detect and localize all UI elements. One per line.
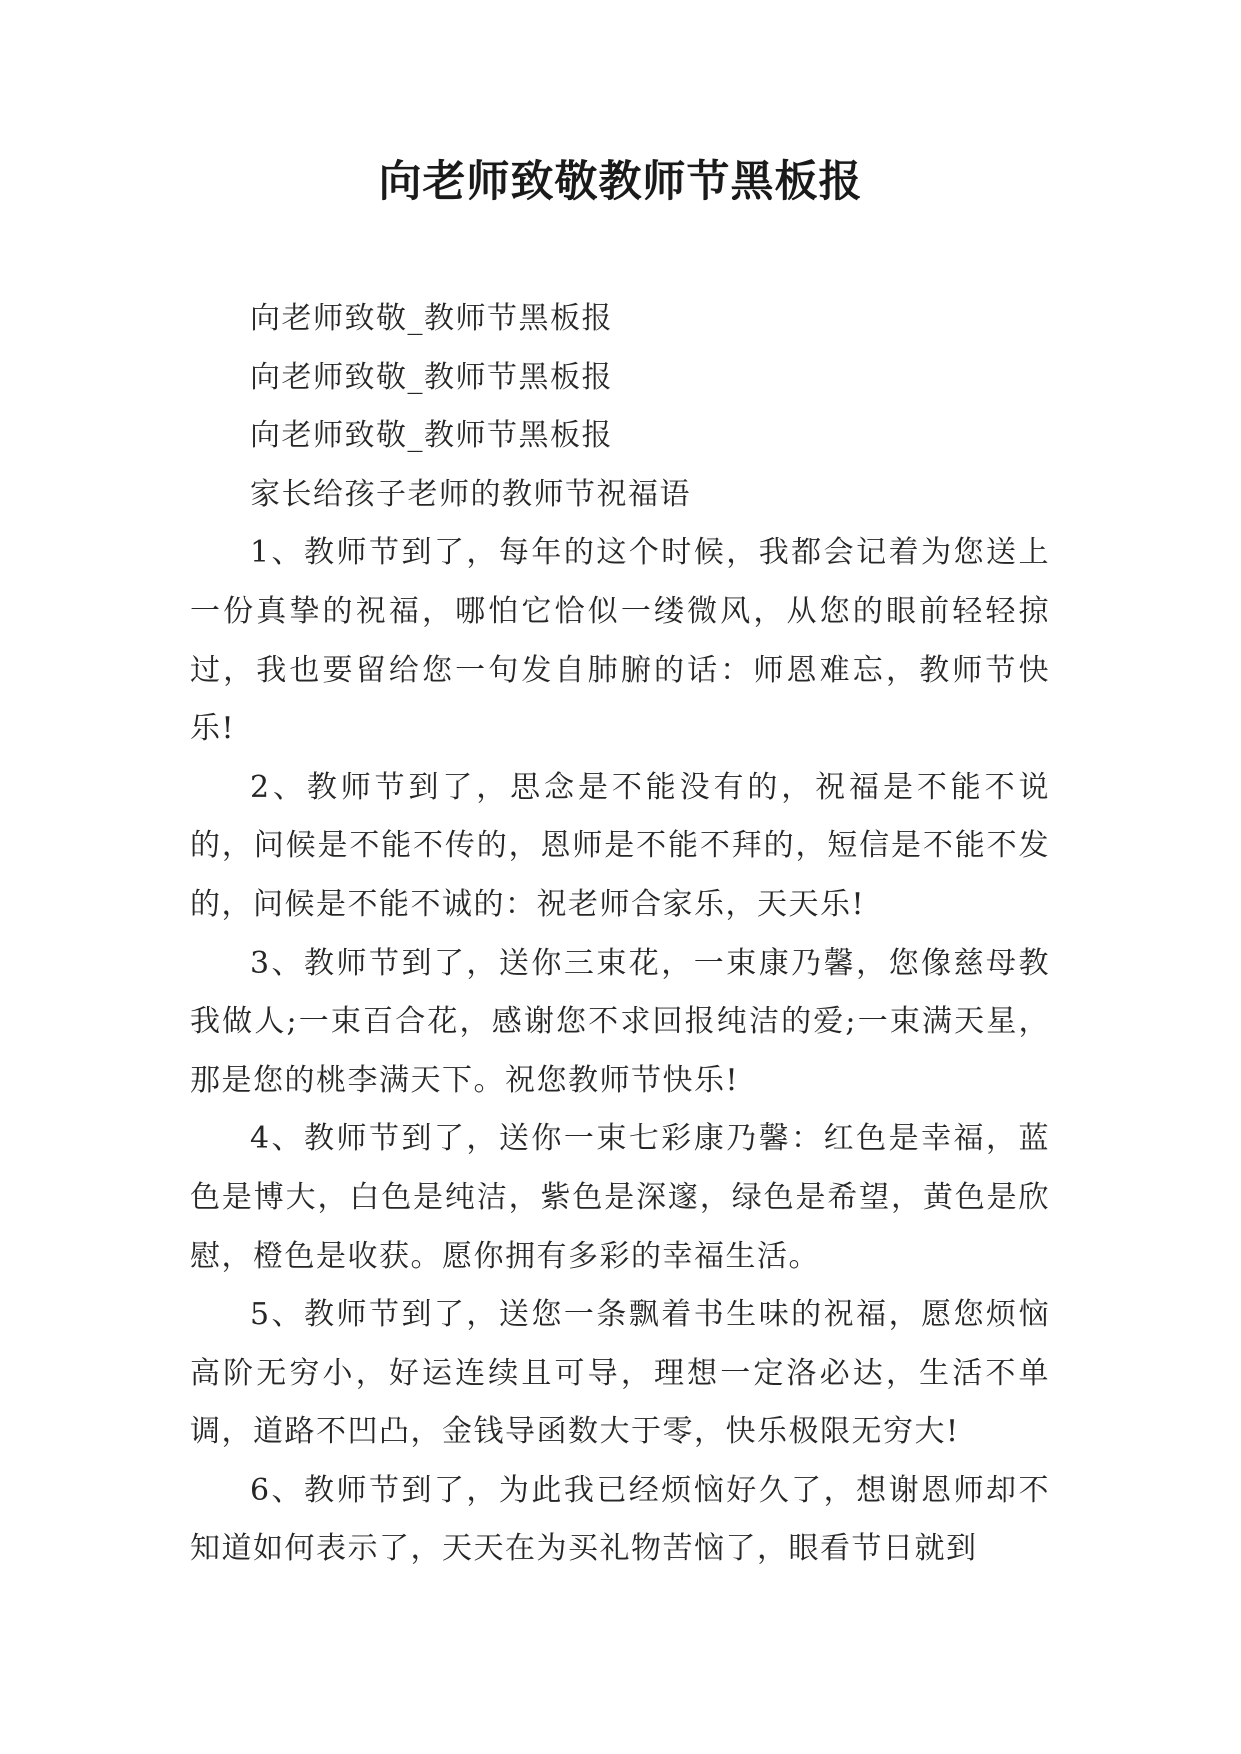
- paragraph-heading-1: 向老师致敬_教师节黑板报: [250, 301, 613, 336]
- paragraph-blessing-3: 3、教师节到了，送你三束花，一束康乃馨，您像慈母教我做人;一束百合花，感谢您不求回报纯洁的爱;一束满天星，那是您的桃李满天下。祝您教师节快乐!: [190, 945, 1050, 1098]
- paragraph-blessing-6: 6、教师节到了，为此我已经烦恼好久了，想谢恩师却不知道如何表示了，天天在为买礼物苦恼了，眼看节日就到: [190, 1472, 1050, 1567]
- document-body: [190, 290, 1050, 1579]
- paragraph-heading-2: 向老师致敬_教师节黑板报: [250, 359, 613, 395]
- paragraph-blessing-5: 5、教师节到了，送您一条飘着书生味的祝福，愿您烦恼高阶无穷小，好运连续且可导，理想一定洛必达，生活不单调，道路不凹凸，金钱导函数大于零，快乐极限无穷大!: [190, 1297, 1050, 1450]
- paragraph-section-title: 家长给孩子老师的教师节祝福语: [250, 476, 691, 512]
- paragraph-blessing-2: 2、教师节到了，思念是不能没有的，祝福是不能不说的，问候是不能不传的，恩师是不能不拜的，短信是不能不发的，问候是不能不诚的：祝老师合家乐，天天乐!: [190, 769, 1050, 922]
- paragraph-heading-3: 向老师致敬_教师节黑板报: [250, 418, 613, 454]
- document-title: 向老师致敬教师节黑板报: [378, 157, 863, 207]
- paragraph-blessing-4: 4、教师节到了，送你一束七彩康乃馨：红色是幸福，蓝色是博大，白色是纯洁，紫色是深邃，绿色是希望，黄色是欣慰，橙色是收获。愿你拥有多彩的幸福生活。: [190, 1121, 1050, 1274]
- paragraph-blessing-1: 1、教师节到了，每年的这个时候，我都会记着为您送上一份真挚的祝福，哪怕它恰似一缕微风，从您的眼前轻轻掠过，我也要留给您一句发自肺腑的话：师恩难忘，教师节快乐!: [190, 535, 1050, 747]
